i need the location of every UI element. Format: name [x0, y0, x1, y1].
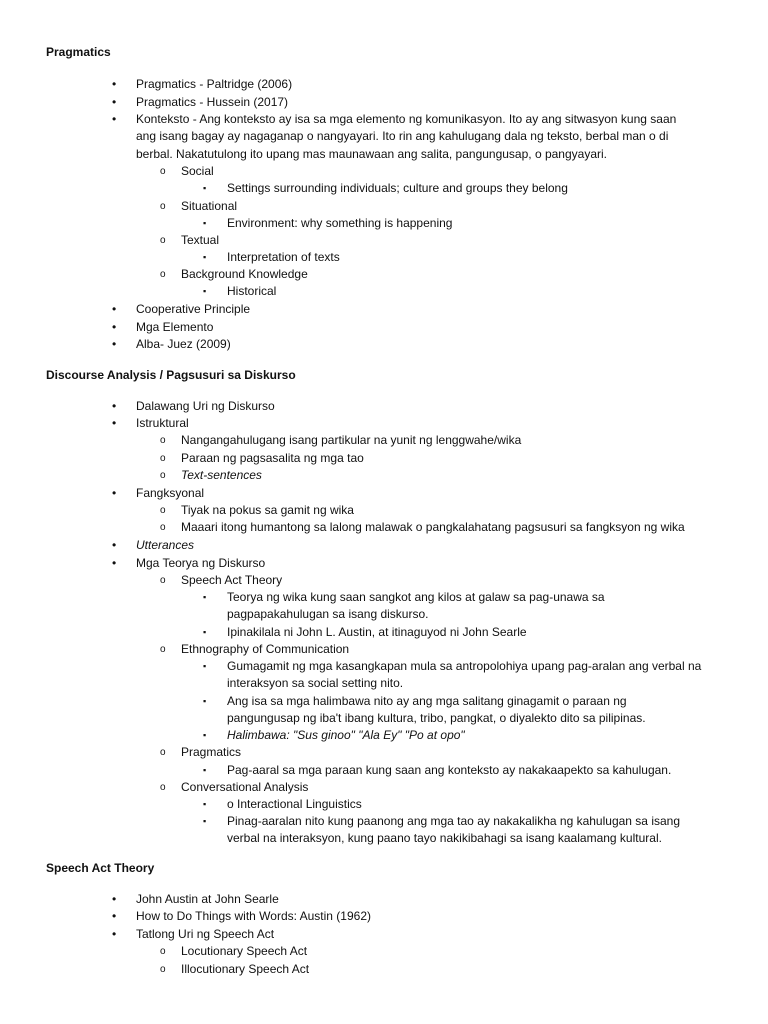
bullet-icon: •: [112, 302, 117, 316]
bullet-icon: o: [160, 644, 166, 655]
bullet-icon: •: [112, 556, 117, 570]
list-item: Alba- Juez (2009): [136, 337, 231, 351]
bullet-icon: ▪: [203, 730, 207, 740]
bullet-icon: o: [160, 946, 166, 957]
bullet-icon: ▪: [203, 286, 207, 296]
sub-sub-item: Ipinakilala ni John L. Austin, at itinaguyod ni John Searle: [227, 625, 527, 639]
bullet-icon: o: [160, 453, 166, 464]
bullet-icon: ▪: [203, 592, 207, 602]
bullet-icon: •: [112, 337, 117, 351]
bullet-icon: ▪: [203, 252, 207, 262]
sub-sub-item-line: pangungusap ng iba't ibang kultura, tribo, pangkat, o diyalekto dito sa pilipinas.: [227, 711, 646, 725]
sub-sub-item-line: verbal na interaksyon, kung paano tayo nakikibahagi sa isang kaalamang kultural.: [227, 831, 662, 845]
bullet-icon: •: [112, 892, 117, 906]
list-item: Fangksyonal: [136, 486, 205, 500]
sub-item: Locutionary Speech Act: [181, 944, 308, 958]
bullet-icon: •: [112, 399, 117, 413]
list-item: Dalawang Uri ng Diskurso: [136, 399, 275, 413]
list-item-line: berbal. Nakatutulong ito upang mas maunawaan ang salita, pangungusap, o pangyayari.: [136, 147, 607, 161]
sub-sub-item: Environment: why something is happening: [227, 216, 453, 230]
sub-item: Illocutionary Speech Act: [181, 962, 310, 976]
sub-item: Conversational Analysis: [181, 780, 309, 794]
list-item: Pragmatics - Hussein (2017): [136, 95, 289, 109]
sub-item: Textual: [181, 233, 220, 247]
bullet-icon: ▪: [203, 218, 207, 228]
bullet-icon: ▪: [203, 799, 207, 809]
bullet-icon: o: [160, 522, 166, 533]
sub-item: Background Knowledge: [181, 267, 308, 281]
sub-item: Situational: [181, 199, 238, 213]
list-item: Utterances: [136, 538, 195, 552]
bullet-icon: o: [160, 964, 166, 975]
list-item: Mga Elemento: [136, 320, 214, 334]
bullet-icon: o: [160, 747, 166, 758]
bullet-icon: o: [160, 269, 166, 280]
bullet-icon: o: [160, 575, 166, 586]
bullet-icon: •: [112, 95, 117, 109]
section-heading-discourse-analysis: Discourse Analysis / Pagsusuri sa Diskurso: [46, 368, 296, 382]
bullet-icon: •: [112, 416, 117, 430]
bullet-icon: •: [112, 112, 117, 126]
section-heading-pragmatics: Pragmatics: [46, 45, 111, 59]
bullet-icon: o: [160, 435, 166, 446]
bullet-icon: ▪: [203, 183, 207, 193]
bullet-icon: ▪: [203, 696, 207, 706]
bullet-icon: o: [160, 235, 166, 246]
list-item: Cooperative Principle: [136, 302, 251, 316]
list-item-line: ang isang bagay ay nagaganap o nangyayari. Ito rin ang kahulugang dala ng teksto, berbal man o di: [136, 129, 669, 143]
sub-item: Social: [181, 164, 214, 178]
bullet-icon: o: [160, 201, 166, 212]
bullet-icon: •: [112, 909, 117, 923]
sub-sub-item: o Interactional Linguistics: [227, 797, 362, 811]
bullet-icon: •: [112, 320, 117, 334]
sub-sub-item-line: interaksyon sa social setting nito.: [227, 676, 404, 690]
list-item: Mga Teorya ng Diskurso: [136, 556, 266, 570]
sub-sub-item: Interpretation of texts: [227, 250, 340, 264]
sub-sub-item: Halimbawa: "Sus ginoo" "Ala Ey" "Po at opo": [227, 728, 465, 742]
list-item: John Austin at John Searle: [136, 892, 279, 906]
sub-sub-item-line: Teorya ng wika kung saan sangkot ang kilos at galaw sa pag-unawa sa: [227, 590, 605, 604]
sub-sub-item-line: pagpapakahulugan sa isang diskurso.: [227, 607, 429, 621]
list-item: Tatlong Uri ng Speech Act: [136, 927, 275, 941]
sub-item: Pragmatics: [181, 745, 242, 759]
bullet-icon: •: [112, 538, 117, 552]
sub-item: Tiyak na pokus sa gamit ng wika: [181, 503, 354, 517]
sub-item: Ethnography of Communication: [181, 642, 350, 656]
sub-sub-item: Settings surrounding individuals; culture and groups they belong: [227, 181, 568, 195]
sub-sub-item-line: Gumagamit ng mga kasangkapan mula sa antropolohiya upang pag-aralan ang verbal na: [227, 659, 702, 673]
list-item: Pragmatics - Paltridge (2006): [136, 77, 293, 91]
sub-item: Speech Act Theory: [181, 573, 283, 587]
bullet-icon: o: [160, 470, 166, 481]
bullet-icon: •: [112, 77, 117, 91]
sub-item: Maaari itong humantong sa lalong malawak o pangkalahatang pagsusuri sa fangksyon ng wika: [181, 520, 685, 534]
sub-item: Paraan ng pagsasalita ng mga tao: [181, 451, 364, 465]
bullet-icon: ▪: [203, 661, 207, 671]
sub-sub-item: Pag-aaral sa mga paraan kung saan ang konteksto ay nakakaapekto sa kahulugan.: [227, 763, 672, 777]
sub-item: Nangangahulugang isang partikular na yunit ng lenggwahe/wika: [181, 433, 522, 447]
bullet-icon: •: [112, 927, 117, 941]
list-item: How to Do Things with Words: Austin (1962): [136, 909, 371, 923]
list-item: Istruktural: [136, 416, 189, 430]
bullet-icon: ▪: [203, 627, 207, 637]
bullet-icon: ▪: [203, 816, 207, 826]
sub-sub-item: Historical: [227, 284, 277, 298]
bullet-icon: o: [160, 166, 166, 177]
bullet-icon: •: [112, 486, 117, 500]
bullet-icon: o: [160, 782, 166, 793]
bullet-icon: o: [160, 505, 166, 516]
sub-sub-item-line: Ang isa sa mga halimbawa nito ay ang mga salitang ginagamit o paraan ng: [227, 694, 627, 708]
sub-item: Text-sentences: [181, 468, 262, 482]
section-heading-speech-act-theory: Speech Act Theory: [46, 861, 155, 875]
list-item-line: Konteksto - Ang konteksto ay isa sa mga elemento ng komunikasyon. Ito ay ang sitwasyon kung saan: [136, 112, 677, 126]
bullet-icon: ▪: [203, 765, 207, 775]
sub-sub-item-line: Pinag-aaralan nito kung paanong ang mga tao ay nakakalikha ng kahulugan sa isang: [227, 814, 680, 828]
